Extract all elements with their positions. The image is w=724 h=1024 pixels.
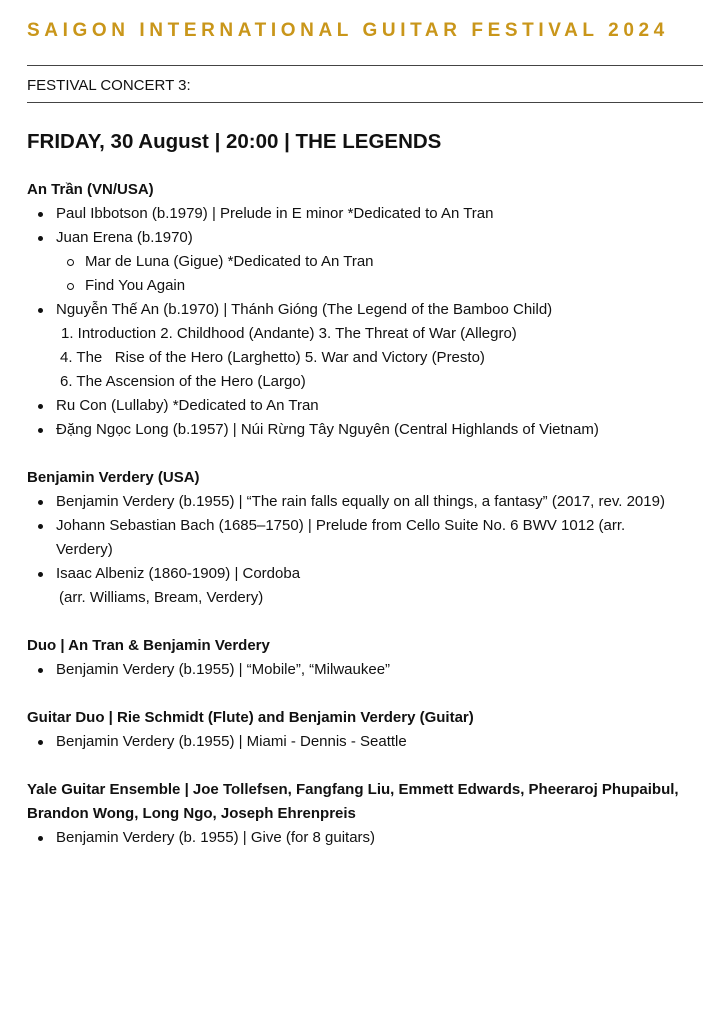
program-section [27,178,697,442]
festival-title: SAIGON INTERNATIONAL GUITAR FESTIVAL 2024 [27,20,669,41]
sub-work-item: Mar de Luna (Gigue) *Dedicated to An Tran [56,250,697,274]
work-text: Paul Ibbotson (b.1979) | Prelude in E minor *Dedicated to An Tran [56,205,494,222]
performer-heading: Yale Guitar Ensemble | Joe Tollefsen, Fangfang Liu, Emmett Edwards, Pheeraroj Phupaibul, Brandon Wong, Long Ngo, Joseph Ehrenpreis [27,781,679,822]
works-list [27,490,672,610]
concert-title: FRIDAY, 30 August | 20:00 | THE LEGENDS [27,130,442,153]
work-text: Benjamin Verdery (b.1955) | “Mobile”, “Milwaukee” [56,661,391,678]
work-item [27,226,697,298]
work-item [27,514,672,562]
work-text: Ru Con (Lullaby) *Dedicated to An Tran [56,397,319,414]
program-list [27,178,697,850]
performer-heading: Duo | An Tran & Benjamin Verdery [27,637,270,654]
work-text: Benjamin Verdery (b.1955) | Miami - Dennis - Seattle [56,733,407,750]
movement-line: 6. The Ascension of the Hero (Largo) [60,373,306,390]
bottom-divider [27,102,703,103]
sub-work-item: Find You Again [56,274,697,298]
work-item [27,202,697,226]
program-section [27,466,697,610]
work-text: Isaac Albeniz (1860-1909) | Cordoba [56,565,301,582]
works-list [27,730,697,754]
work-item [27,490,672,514]
top-divider [27,65,703,66]
work-item [27,418,697,442]
movement-line: 1. Introduction 2. Childhood (Andante) 3. The Threat of War (Allegro) [61,325,517,342]
work-item [27,562,672,610]
performer-heading: Guitar Duo | Rie Schmidt (Flute) and Benjamin Verdery (Guitar) [27,709,474,726]
work-text: Benjamin Verdery (b. 1955) | Give (for 8 guitars) [56,829,376,846]
program-section [27,706,697,754]
works-list [27,202,697,322]
work-text: Đặng Ngọc Long (b.1957) | Núi Rừng Tây Nguyên (Central Highlands of Vietnam) [56,421,599,438]
work-text: Nguyễn Thế An (b.1970) | Thánh Gióng (The Legend of the Bamboo Child) [56,301,553,318]
concert-label: FESTIVAL CONCERT 3: [27,77,191,94]
performer-heading: Benjamin Verdery (USA) [27,469,200,486]
works-list [27,658,697,682]
work-text: Benjamin Verdery (b.1955) | “The rain falls equally on all things, a fantasy” (2017, rev. 2019) [56,493,665,510]
work-item [27,826,697,850]
arrangement-note: (arr. Williams, Bream, Verdery) [59,589,264,606]
sub-works-list [56,250,697,298]
work-item [27,298,697,322]
movement-line: 4. The Rise of the Hero (Larghetto) 5. War and Victory (Presto) [60,349,485,366]
work-item [27,730,697,754]
work-text: Johann Sebastian Bach (1685–1750) | Prelude from Cello Suite No. 6 BWV 1012 (arr. Verdery) [56,517,626,558]
program-section [27,778,697,850]
works-list [27,826,697,850]
work-text: Juan Erena (b.1970) [56,229,193,246]
performer-heading: An Trần (VN/USA) [27,181,154,198]
work-item [27,394,697,418]
program-section [27,634,697,682]
works-list [27,394,697,442]
work-item [27,658,697,682]
